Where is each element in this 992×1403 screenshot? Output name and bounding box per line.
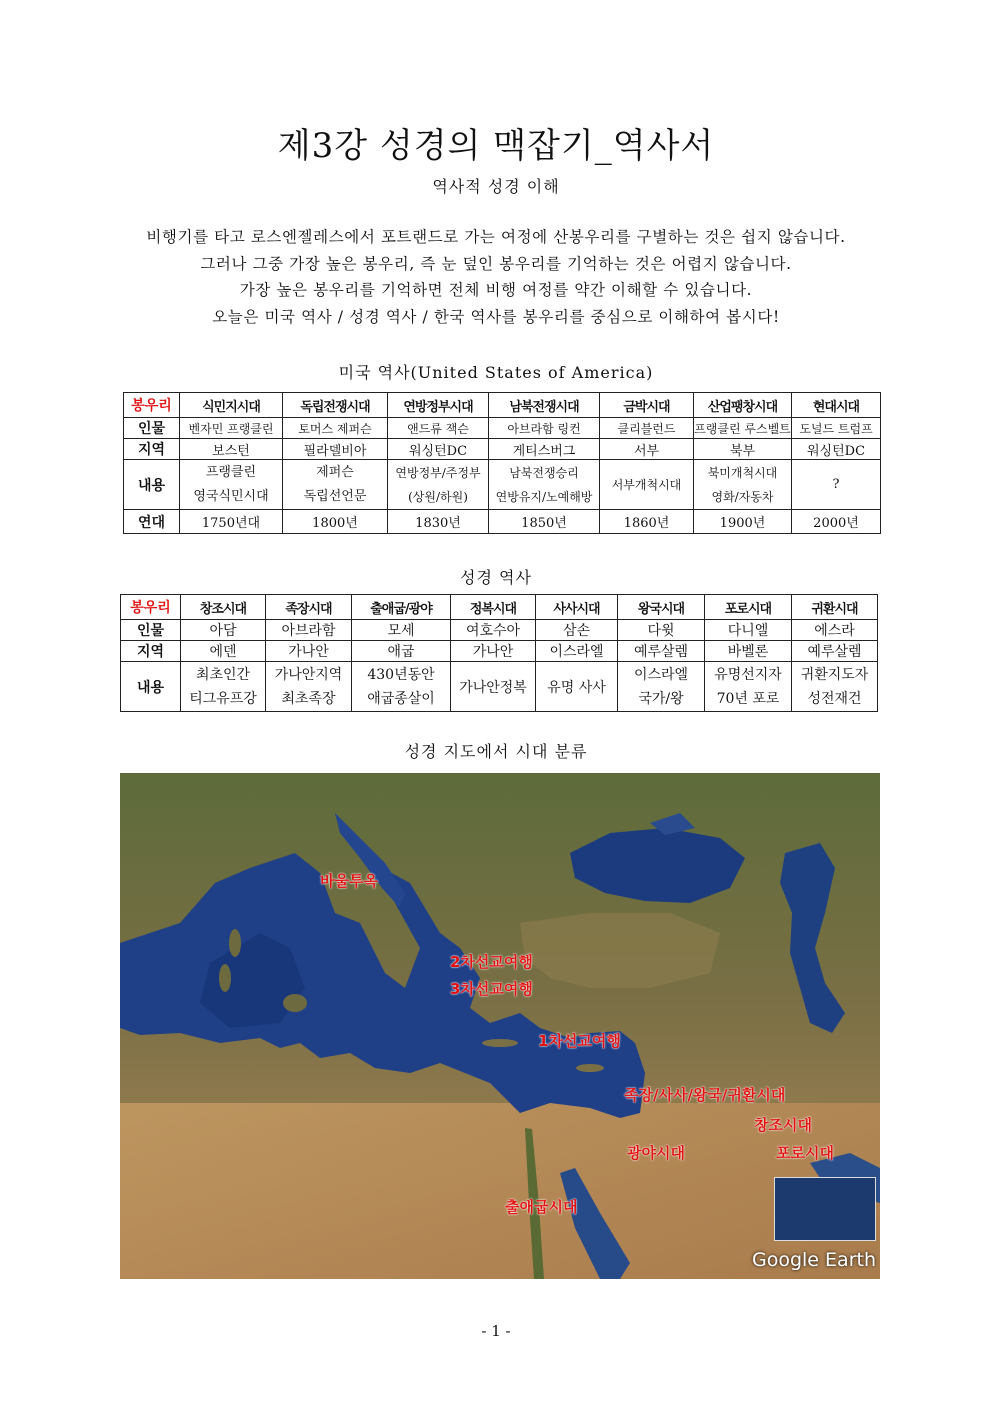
content-line: 최초족장 (281, 690, 336, 707)
period-cell: 족장시대 (266, 595, 352, 620)
year-cell: 1900년 (694, 510, 792, 534)
place-cell: 필라델비아 (283, 439, 388, 460)
content-line: 연방정부/주정부 (395, 465, 481, 480)
bible-history-table (120, 594, 878, 712)
content-line: 귀환지도자 (800, 666, 869, 683)
content-line: 티그유프강 (189, 690, 257, 707)
content-cell (536, 662, 618, 712)
content-cell (451, 662, 536, 712)
content-cell (792, 662, 878, 712)
place-cell: 워싱턴DC (388, 439, 489, 460)
map-label-wilderness-era: 광야시대 (627, 1144, 685, 1162)
content-cell (489, 460, 600, 510)
place-cell: 예루살렘 (792, 641, 878, 662)
row-head-peaks: 봉우리 (124, 393, 180, 418)
content-cell (180, 460, 283, 510)
intro-line: 그러나 그중 가장 높은 봉우리, 즉 눈 덮인 봉우리를 기억하는 것은 어렵지 않습니다. (200, 254, 792, 273)
place-cell: 서부 (600, 439, 694, 460)
year-cell: 1830년 (388, 510, 489, 534)
row-head-content: 내용 (124, 460, 180, 510)
content-line: 가나안지역 (274, 666, 343, 683)
content-cell (266, 662, 352, 712)
google-earth-logo: Google Earth (752, 1249, 876, 1271)
content-line: 독립선언문 (303, 488, 367, 504)
year-cell: 1850년 (489, 510, 600, 534)
place-cell: 애굽 (352, 641, 451, 662)
intro-paragraph (0, 224, 992, 330)
content-line: 유명 사사 (547, 679, 606, 696)
us-year-row (124, 510, 881, 534)
page-subtitle: 역사적 성경 이해 (432, 177, 560, 196)
period-cell: 왕국시대 (618, 595, 705, 620)
row-head-peaks: 봉우리 (121, 595, 181, 620)
period-cell: 포로시대 (705, 595, 792, 620)
person-cell: 다윗 (618, 620, 705, 641)
row-head-year: 연대 (124, 510, 180, 534)
content-line: 유명선지자 (714, 666, 782, 683)
person-cell: 다니엘 (705, 620, 792, 641)
content-line: 가나안정복 (459, 679, 527, 696)
row-head-region: 지역 (121, 641, 181, 662)
bible-people-row (121, 620, 878, 641)
map-label-exile-era: 포로시대 (776, 1144, 834, 1162)
intro-line: 가장 높은 봉우리를 기억하면 전체 비행 여정를 약간 이해할 수 있습니다. (239, 281, 753, 299)
year-cell: 1750년대 (180, 510, 283, 534)
map-label-patriarchs-era: 족장/사사/왕국/귀환시대 (624, 1086, 786, 1104)
place-cell: 가나안 (451, 641, 536, 662)
row-head-people: 인물 (121, 620, 181, 641)
content-line: (상원/하원) (408, 489, 468, 504)
us-history-table (123, 392, 881, 534)
content-line: 북미개척시대 (707, 465, 778, 480)
content-cell (388, 460, 489, 510)
period-cell: 창조시대 (181, 595, 266, 620)
row-head-region: 지역 (124, 439, 180, 460)
person-cell: 벤자민 프랭클린 (180, 418, 283, 439)
page-number: - 1 - (481, 1322, 511, 1340)
person-cell: 토머스 제퍼슨 (283, 418, 388, 439)
person-cell: 에스라 (792, 620, 878, 641)
world-inset-map (774, 1177, 876, 1241)
bible-period-row (121, 595, 878, 620)
bible-place-row (121, 641, 878, 662)
map-label-first-journey: 1차선교여행 (538, 1032, 621, 1050)
content-cell (600, 460, 694, 510)
content-line: 연방유지/노예해방 (495, 489, 593, 504)
content-line: 이스라엘 (633, 666, 689, 683)
content-line: 70년 포로 (716, 690, 780, 707)
person-cell: 모세 (352, 620, 451, 641)
person-cell: 앤드류 잭슨 (388, 418, 489, 439)
map-label-creation-era: 창조시대 (754, 1116, 812, 1134)
person-cell: 아담 (181, 620, 266, 641)
content-line: 남북전쟁승리 (509, 465, 579, 480)
satellite-map-image (120, 773, 880, 1279)
place-cell: 예루살렘 (618, 641, 705, 662)
intro-line: 오늘은 미국 역사 / 성경 역사 / 한국 역사를 봉우리를 중심으로 이해하여 봅시다! (212, 307, 780, 326)
content-cell (705, 662, 792, 712)
period-cell: 출애굽/광야 (352, 595, 451, 620)
map-heading: 성경 지도에서 시대 분류 (404, 742, 588, 761)
us-place-row (124, 439, 881, 460)
place-cell: 가나안 (266, 641, 352, 662)
period-cell: 연방정부시대 (388, 393, 489, 418)
period-cell: 현대시대 (792, 393, 881, 418)
period-cell: 정복시대 (451, 595, 536, 620)
us-content-row (124, 460, 881, 510)
content-cell (792, 460, 881, 510)
person-cell: 프랭클린 루스벨트 (694, 418, 792, 439)
us-history-heading: 미국 역사(United States of America) (338, 363, 654, 382)
map-label-exodus-era: 출애굽시대 (505, 1198, 578, 1216)
content-cell (283, 460, 388, 510)
place-cell: 보스턴 (180, 439, 283, 460)
year-cell: 1860년 (600, 510, 694, 534)
person-cell: 도널드 트럼프 (792, 418, 881, 439)
content-line: 영화/자동차 (711, 489, 774, 504)
intro-line: 비행기를 타고 로스엔젤레스에서 포트랜드로 가는 여정에 산봉우리를 구별하는 것은 쉽지 않습니다. (146, 228, 846, 246)
person-cell: 여호수아 (451, 620, 536, 641)
us-people-row (124, 418, 881, 439)
bible-content-row (121, 662, 878, 712)
period-cell: 금박시대 (600, 393, 694, 418)
map-label-third-journey: 3차선교여행 (450, 980, 533, 998)
content-line: 430년동안 (367, 666, 435, 683)
period-cell: 사사시대 (536, 595, 618, 620)
place-cell: 북부 (694, 439, 792, 460)
period-cell: 남북전쟁시대 (489, 393, 600, 418)
place-cell: 게티스버그 (489, 439, 600, 460)
content-line: 영국식민시대 (193, 488, 269, 504)
map-label-paul-imprisonment: 바울투옥 (320, 872, 378, 890)
person-cell: 아브라함 (266, 620, 352, 641)
content-line: 애굽종살이 (367, 690, 435, 707)
content-cell (352, 662, 451, 712)
place-cell: 워싱턴DC (792, 439, 881, 460)
period-cell: 산업팽창시대 (694, 393, 792, 418)
us-period-row (124, 393, 881, 418)
period-cell: 식민지시대 (180, 393, 283, 418)
content-line: 국가/왕 (638, 690, 684, 707)
person-cell: 클리블런드 (600, 418, 694, 439)
person-cell: 아브라함 링컨 (489, 418, 600, 439)
bible-history-heading: 성경 역사 (460, 568, 532, 587)
place-cell: 이스라엘 (536, 641, 618, 662)
place-cell: 에덴 (181, 641, 266, 662)
page-title: 제3강 성경의 맥잡기_역사서 (277, 126, 715, 166)
row-head-people: 인물 (124, 418, 180, 439)
bible-map (120, 773, 880, 1279)
year-cell: 1800년 (283, 510, 388, 534)
content-cell (694, 460, 792, 510)
content-line: 프랭클린 (205, 464, 257, 480)
year-cell: 2000년 (792, 510, 881, 534)
map-label-second-journey: 2차선교여행 (450, 953, 533, 971)
period-cell: 귀환시대 (792, 595, 878, 620)
row-head-content: 내용 (121, 662, 181, 712)
content-cell (618, 662, 705, 712)
place-cell: 바벨론 (705, 641, 792, 662)
period-cell: 독립전쟁시대 (283, 393, 388, 418)
content-line: 서부개척시대 (611, 478, 682, 492)
content-cell (181, 662, 266, 712)
content-line: 최초인간 (195, 666, 251, 683)
content-line: 성전재건 (807, 690, 862, 707)
content-line: ? (832, 477, 840, 492)
content-line: 제퍼슨 (316, 464, 354, 480)
person-cell: 삼손 (536, 620, 618, 641)
